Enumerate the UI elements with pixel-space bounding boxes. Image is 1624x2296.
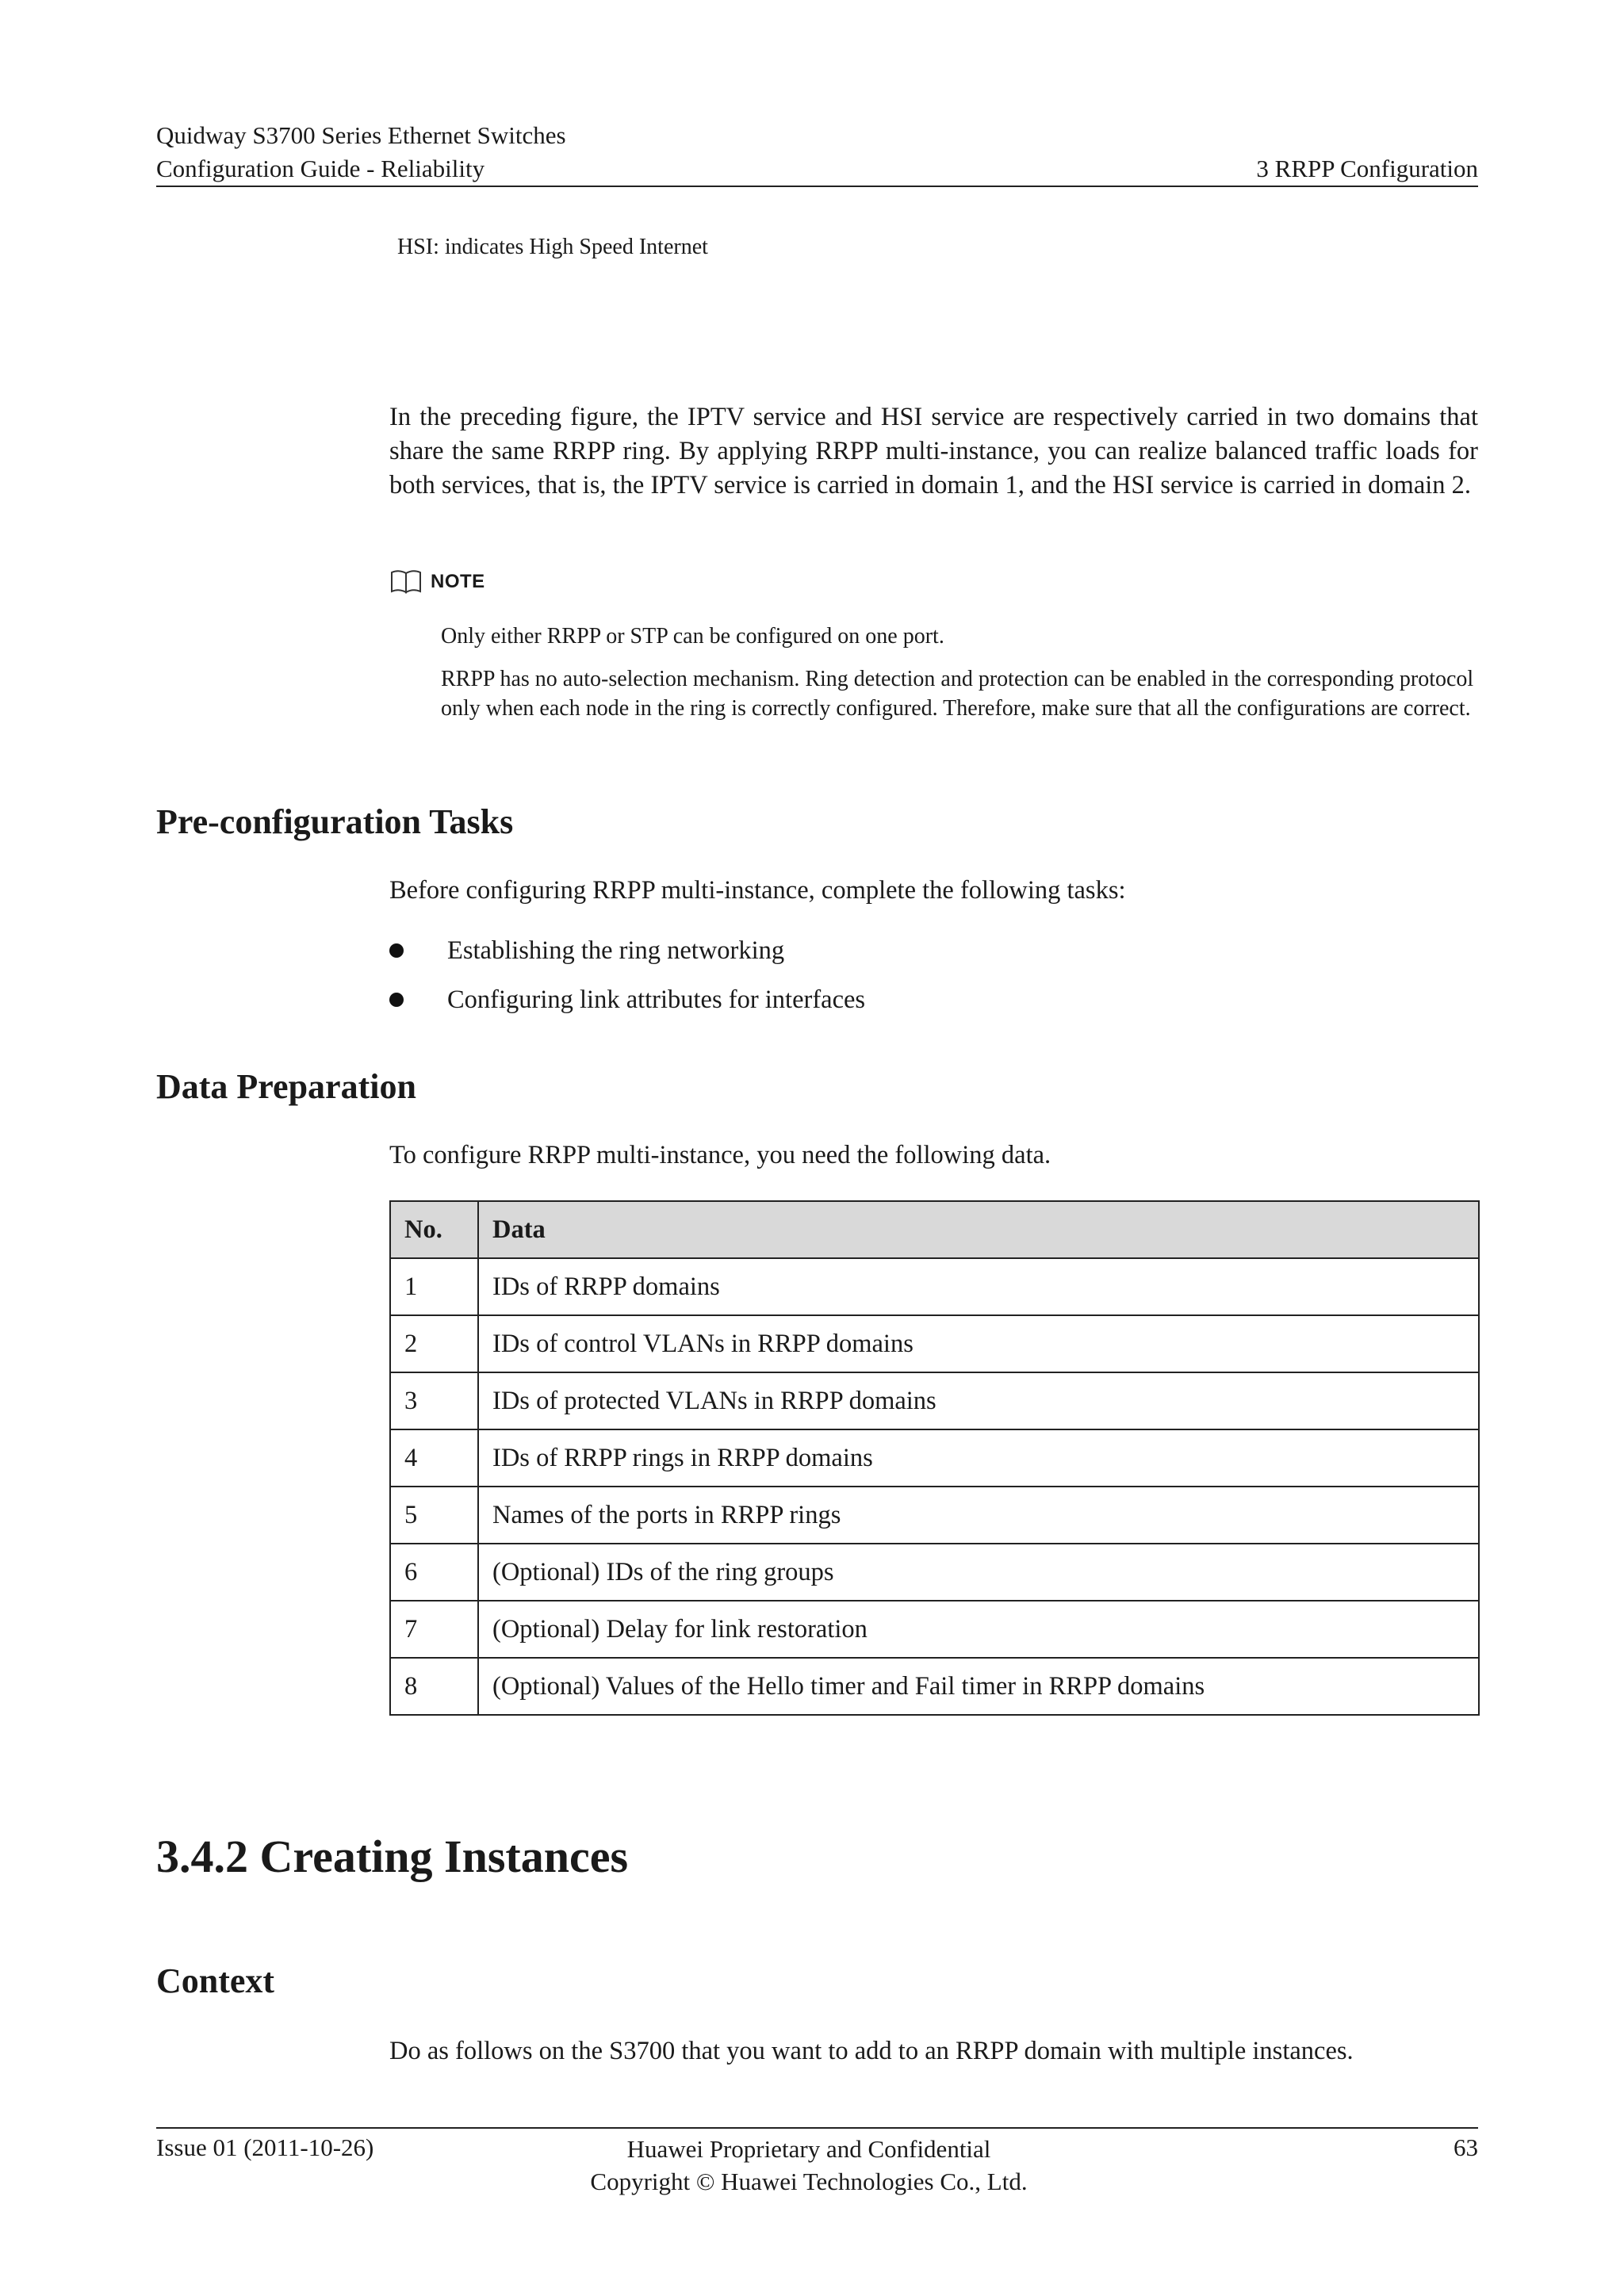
table-row <box>390 1315 1479 1372</box>
footer-center <box>492 2133 1126 2198</box>
header-chapter: 3 RRPP Configuration <box>1256 155 1478 182</box>
table-row <box>390 1258 1479 1315</box>
note-item: Only either RRPP or STP can be configured on one port. <box>441 624 944 649</box>
row-data: IDs of protected VLANs in RRPP domains <box>478 1372 1479 1429</box>
row-number: 7 <box>390 1601 478 1658</box>
row-number: 2 <box>390 1315 478 1372</box>
row-data: IDs of RRPP rings in RRPP domains <box>478 1429 1479 1487</box>
page-number: 63 <box>1454 2133 1478 2161</box>
section-title: 3.4.2 Creating Instances <box>156 1831 629 1882</box>
intro-paragraph: In the preceding figure, the IPTV service and HSI service are respectively carried in two domains that share the same RRPP ring. By applying RRPP multi-instance, you can realize balanced traffic loads for both services, that is, the IPTV service is carried in domain 1, and the HSI service is carried in domain 2. <box>389 403 1478 499</box>
data-preparation-heading: Data Preparation <box>156 1067 416 1106</box>
data-table <box>389 1200 1480 1716</box>
row-data: (Optional) IDs of the ring groups <box>478 1544 1479 1601</box>
table-row <box>390 1487 1479 1544</box>
task-item <box>389 983 865 1032</box>
task-list <box>389 934 865 1032</box>
row-data: IDs of control VLANs in RRPP domains <box>478 1315 1479 1372</box>
row-number: 3 <box>390 1372 478 1429</box>
table-row <box>390 1601 1479 1658</box>
row-data: Names of the ports in RRPP rings <box>478 1487 1479 1544</box>
bullet-icon <box>389 943 404 958</box>
column-header-data: Data <box>478 1201 1479 1258</box>
pre-configuration-intro: Before configuring RRPP multi-instance, complete the following tasks: <box>389 876 1126 905</box>
table-row <box>390 1658 1479 1715</box>
row-data: IDs of RRPP domains <box>478 1258 1479 1315</box>
pre-configuration-heading: Pre-configuration Tasks <box>156 802 514 841</box>
table-header-row <box>390 1201 1479 1258</box>
column-header-no: No. <box>390 1201 478 1258</box>
row-number: 5 <box>390 1487 478 1544</box>
bullet-icon <box>389 993 404 1007</box>
table-row <box>390 1544 1479 1601</box>
row-number: 1 <box>390 1258 478 1315</box>
footer-confidential: Huawei Proprietary and Confidential <box>626 2135 991 2163</box>
task-item <box>389 934 865 983</box>
row-data: (Optional) Values of the Hello timer and Fail timer in RRPP domains <box>478 1658 1479 1715</box>
context-text: Do as follows on the S3700 that you want to add to an RRPP domain with multiple instances. <box>389 2037 1354 2065</box>
note-item: RRPP has no auto-selection mechanism. Ring detection and protection can be enabled in the corresponding protocol only when each node in the ring is correctly configured. Therefore, make sure that all the configurations are correct. <box>441 667 1474 721</box>
note-label <box>389 568 485 596</box>
table-row <box>390 1429 1479 1487</box>
row-number: 6 <box>390 1544 478 1601</box>
note-label-text: NOTE <box>431 571 485 592</box>
task-text: Establishing the ring networking <box>447 936 785 965</box>
header-product: Quidway S3700 Series Ethernet Switches <box>156 121 566 149</box>
row-number: 8 <box>390 1658 478 1715</box>
table-row <box>390 1372 1479 1429</box>
figure-caption: HSI: indicates High Speed Internet <box>397 235 708 259</box>
footer-copyright: Copyright © Huawei Technologies Co., Ltd. <box>590 2168 1028 2195</box>
footer-issue: Issue 01 (2011-10-26) <box>156 2133 374 2161</box>
footer-divider <box>156 2127 1478 2129</box>
header-guide: Configuration Guide - Reliability <box>156 155 485 182</box>
context-heading: Context <box>156 1961 275 2000</box>
row-number: 4 <box>390 1429 478 1487</box>
task-text: Configuring link attributes for interfaces <box>447 985 866 1014</box>
book-icon <box>389 568 423 595</box>
row-data: (Optional) Delay for link restoration <box>478 1601 1479 1658</box>
data-preparation-intro: To configure RRPP multi-instance, you need the following data. <box>389 1141 1051 1169</box>
header-divider <box>156 186 1478 187</box>
